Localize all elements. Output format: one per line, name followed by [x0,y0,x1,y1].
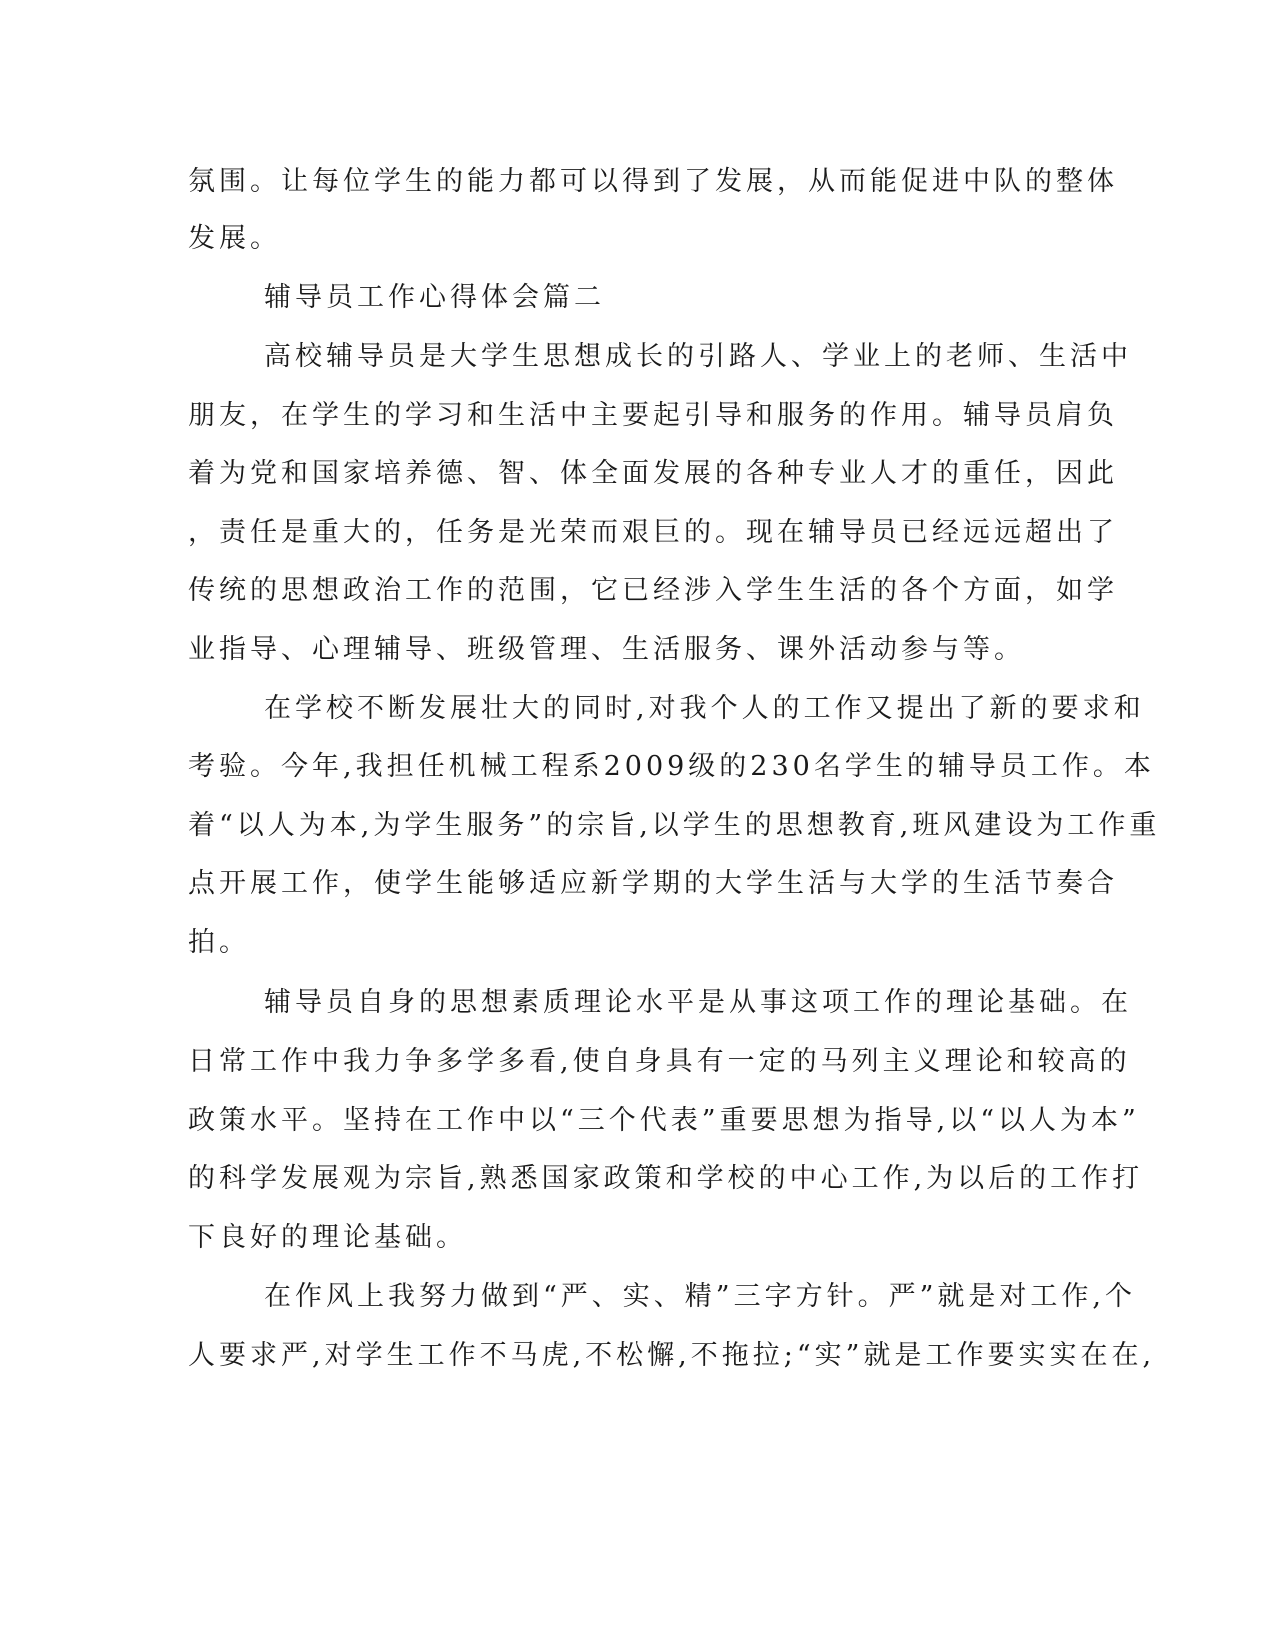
text-line: 人要求严,对学生工作不马虎,不松懈,不拖拉;“实”就是工作要实实在在, [188,1340,1156,1371]
text-line: ，责任是重大的，任务是光荣而艰巨的。现在辅导员已经远远超出了 [188,517,1118,548]
text-line: 的科学发展观为宗旨,熟悉国家政策和学校的中心工作,为以后的工作打 [188,1163,1144,1194]
text-line: 在作风上我努力做到“严、实、精”三字方针。严”就是对工作,个 [264,1281,1136,1312]
text-line: 着“以人为本,为学生服务”的宗旨,以学生的思想教育,班风建设为工作重 [188,810,1161,841]
section-heading: 辅导员工作心得体会篇二 [264,282,605,313]
text-line: 业指导、心理辅导、班级管理、生活服务、课外活动参与等。 [188,634,1025,665]
text-line: 政策水平。坚持在工作中以“三个代表”重要思想为指导,以“以人为本” [188,1105,1140,1136]
text-line: 点开展工作，使学生能够适应新学期的大学生活与大学的生活节奏合 [188,868,1118,899]
text-line: 高校辅导员是大学生思想成长的引路人、学业上的老师、生活中 [264,341,1132,372]
text-line: 着为党和国家培养德、智、体全面发展的各种专业人才的重任，因此 [188,458,1118,489]
text-line: 发展。 [188,223,281,254]
text-line: 日常工作中我力争多学多看,使自身具有一定的马列主义理论和较高的 [188,1046,1131,1077]
text-line: 氛围。让每位学生的能力都可以得到了发展，从而能促进中队的整体 [188,166,1118,197]
text-line: 传统的思想政治工作的范围，它已经涉入学生生活的各个方面，如学 [188,575,1118,606]
text-line: 下良好的理论基础。 [188,1222,467,1253]
text-line: 拍。 [188,927,250,958]
text-line: 辅导员自身的思想素质理论水平是从事这项工作的理论基础。在 [264,987,1132,1018]
text-line: 在学校不断发展壮大的同时,对我个人的工作又提出了新的要求和 [264,693,1145,724]
text-line: 考验。今年,我担任机械工程系2009级的230名学生的辅导员工作。本 [188,751,1155,782]
text-line: 朋友，在学生的学习和生活中主要起引导和服务的作用。辅导员肩负 [188,400,1118,431]
